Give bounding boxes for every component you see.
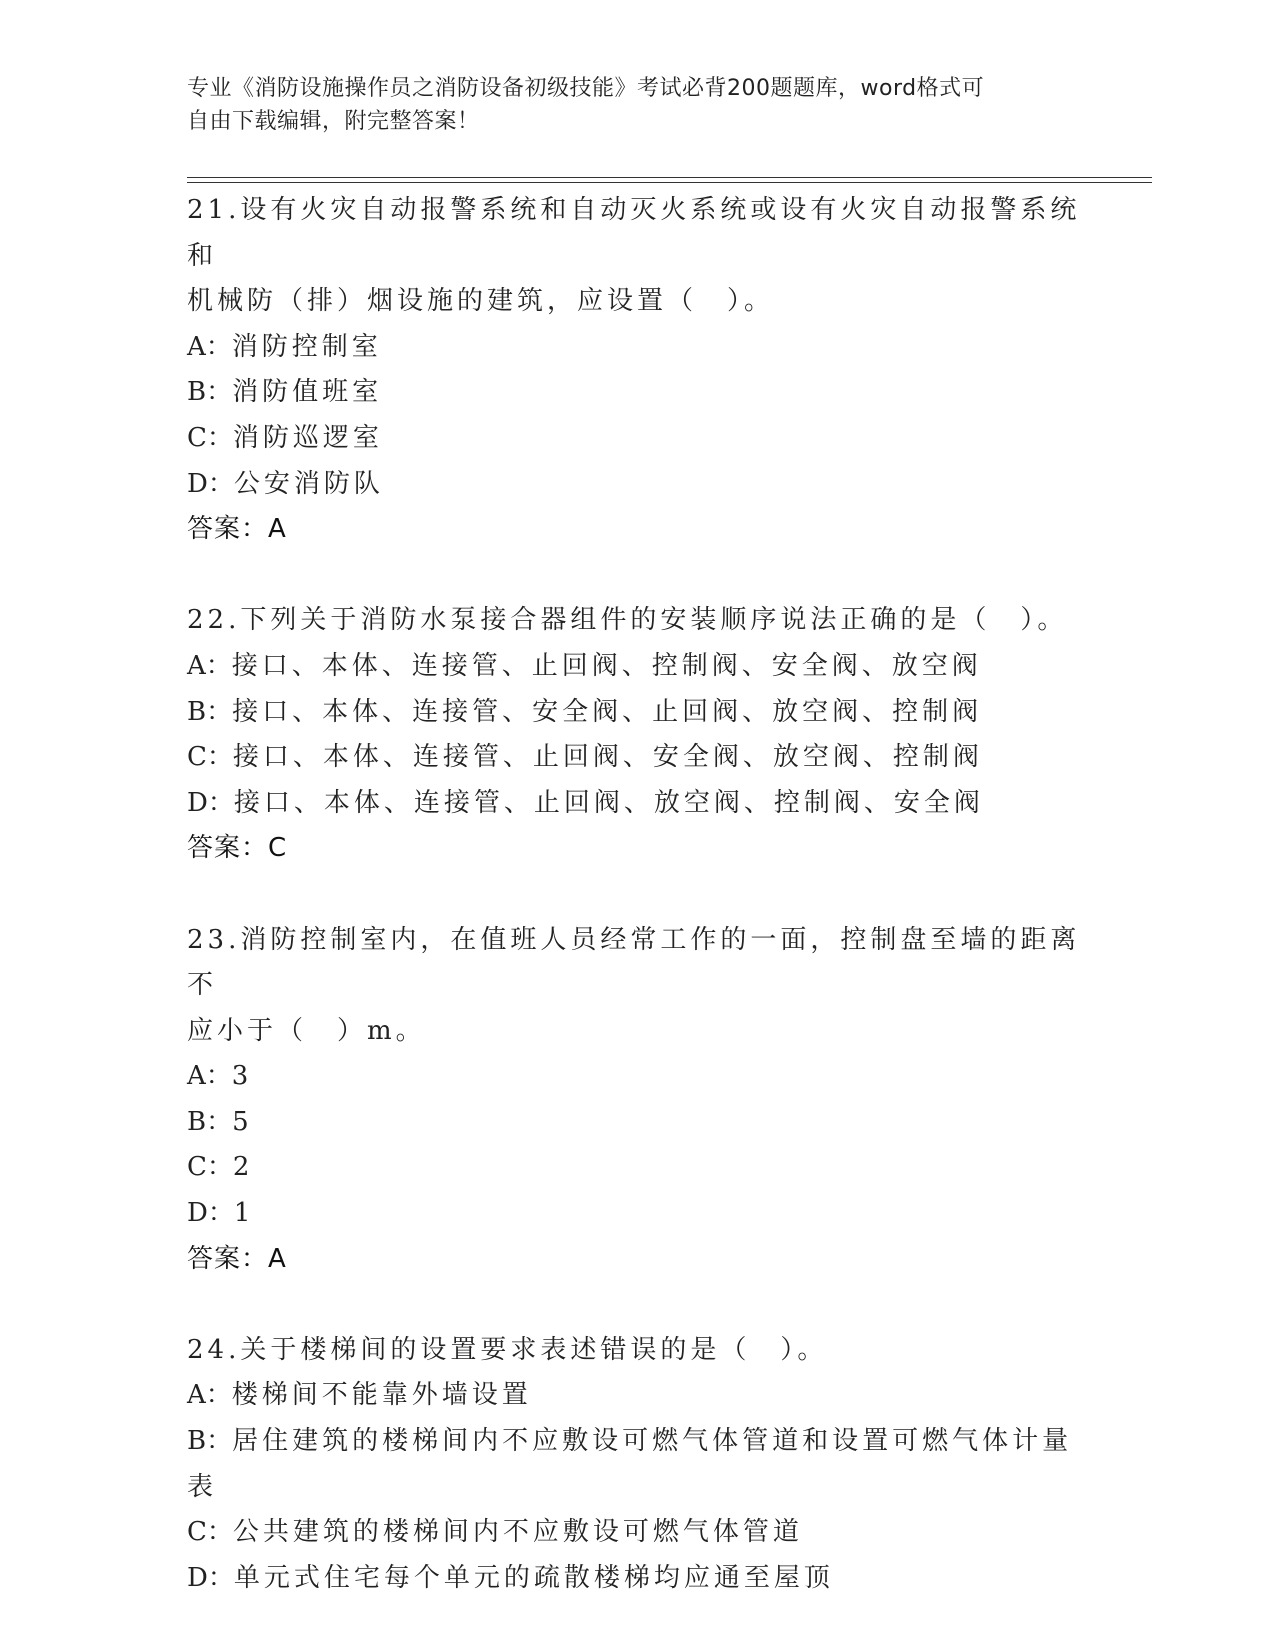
question-spacer <box>187 1282 1087 1328</box>
option-b: B：消防值班室 <box>187 377 383 408</box>
header-divider-bottom <box>187 182 1152 183</box>
question-stem-line: 机械防（排）烟设施的建筑，应设置（ ）。 <box>187 286 775 317</box>
question-list <box>187 188 1087 1601</box>
option-c: C：接口、本体、连接管、止回阀、安全阀、放空阀、控制阀 <box>187 742 983 773</box>
header-line-2: 自由下载编辑，附完整答案！ <box>187 109 480 134</box>
option-b: B：接口、本体、连接管、安全阀、止回阀、放空阀、控制阀 <box>187 696 983 727</box>
question-spacer <box>187 553 1087 599</box>
question-stem-line: 23.消防控制室内，在值班人员经常工作的一面，控制盘至墙的距离不 <box>187 924 1081 1001</box>
option-c: C：公共建筑的楼梯间内不应敷设可燃气体管道 <box>187 1517 803 1548</box>
option-c: C：消防巡逻室 <box>187 422 383 453</box>
question-21 <box>187 188 1087 553</box>
option-b: B：5 <box>187 1106 253 1137</box>
answer-line: 答案：A <box>187 1243 287 1274</box>
question-24 <box>187 1328 1087 1602</box>
question-stem-line: 应小于（ ）m。 <box>187 1015 426 1046</box>
option-a: A：接口、本体、连接管、止回阀、控制阀、安全阀、放空阀 <box>187 650 982 681</box>
question-22 <box>187 598 1087 872</box>
option-a: A：3 <box>187 1061 253 1092</box>
document-header <box>187 72 1067 138</box>
question-23 <box>187 918 1087 1283</box>
option-d: D：单元式住宅每个单元的疏散楼梯均应通至屋顶 <box>187 1562 834 1593</box>
question-stem-line: 22.下列关于消防水泵接合器组件的安装顺序说法正确的是（ ）。 <box>187 605 1068 636</box>
question-spacer <box>187 872 1087 918</box>
header-divider-top <box>187 177 1152 178</box>
option-c: C：2 <box>187 1152 254 1183</box>
option-d: D：接口、本体、连接管、止回阀、放空阀、控制阀、安全阀 <box>187 787 984 818</box>
question-stem-line: 21.设有火灾自动报警系统和自动灭火系统或设有火灾自动报警系统和 <box>187 195 1081 271</box>
option-d: D：1 <box>187 1198 255 1229</box>
answer-line: 答案：A <box>187 514 287 545</box>
header-line-1: 专业《消防设施操作员之消防设备初级技能》考试必背200题题库，word格式可 <box>187 76 985 101</box>
option-d: D：公安消防队 <box>187 468 384 499</box>
option-b: B：居住建筑的楼梯间内不应敷设可燃气体管道和设置可燃气体计量表 <box>187 1426 1073 1502</box>
question-stem-line: 24.关于楼梯间的设置要求表述错误的是（ ）。 <box>187 1334 828 1365</box>
option-a: A：楼梯间不能靠外墙设置 <box>187 1380 532 1411</box>
option-a: A：消防控制室 <box>187 331 382 362</box>
answer-line: 答案：C <box>187 833 288 864</box>
